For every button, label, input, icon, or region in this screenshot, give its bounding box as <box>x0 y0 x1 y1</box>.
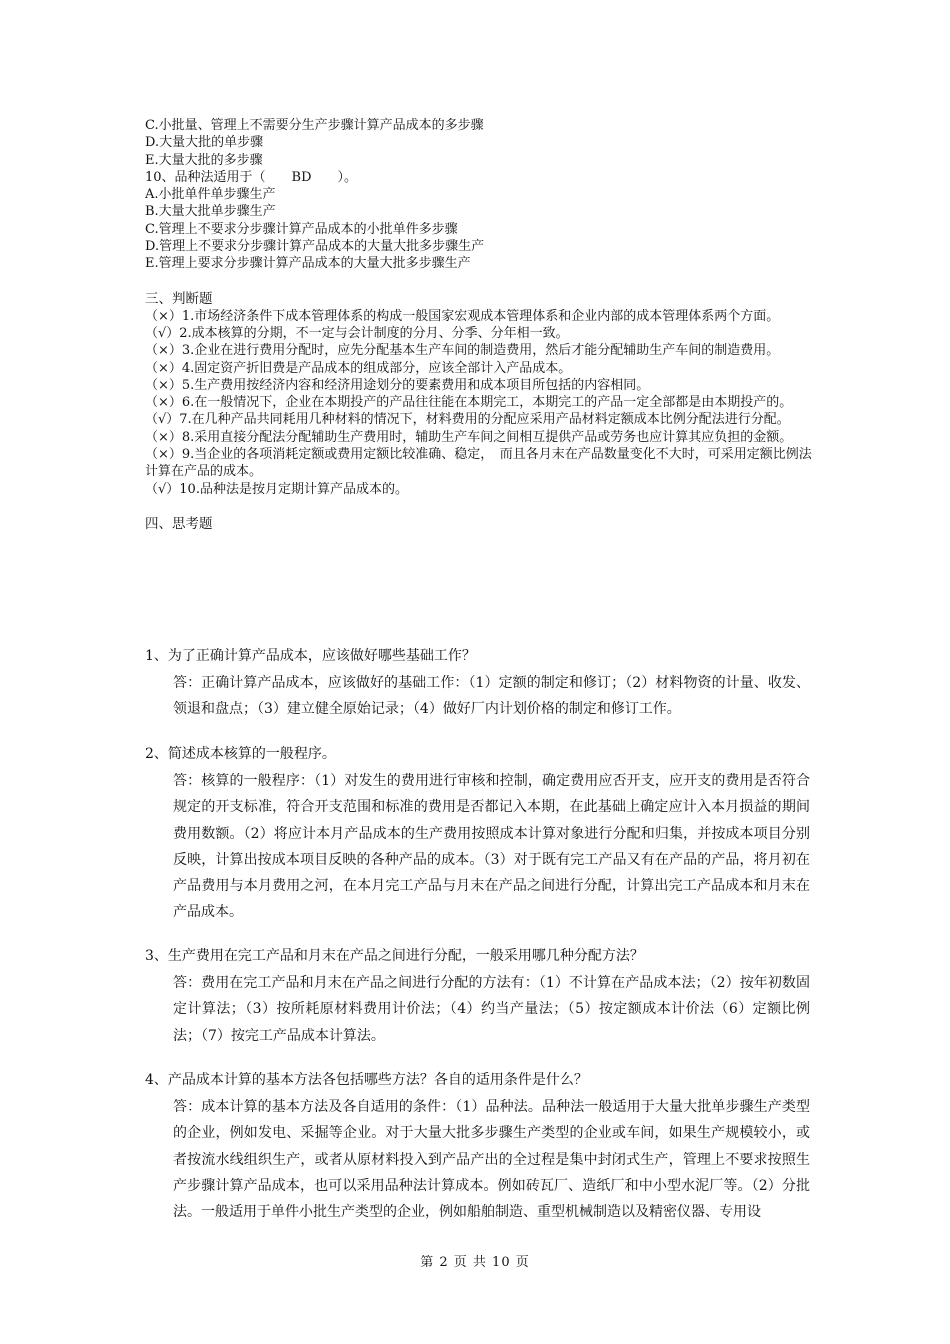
question-2: 2、简述成本核算的一般程序。 <box>145 746 336 762</box>
question-3: 3、生产费用在完工产品和月末在产品之间进行分配，一般采用哪几种分配方法？ <box>145 948 644 964</box>
choice-d: D.大量大批的单步骤 <box>145 135 264 151</box>
judgement-item-9: （×）9.当企业的各项消耗定额或费用定额比较准确、稳定， 而且各月末在产品数量变化不大时，可采用定额比例法计算在产品的成本。 <box>145 447 812 480</box>
question-1: 1、为了正确计算产品成本，应该做好哪些基础工作？ <box>145 648 476 664</box>
judgement-item-3: （×）3.企业在进行费用分配时，应先分配基本生产车间的制造费用，然后才能分配辅助生产车间的制造费用。 <box>145 343 780 359</box>
question-block-3 <box>145 946 810 1049</box>
q10-option-a: A.小批单件单步骤生产 <box>145 187 276 203</box>
section3-title: 三、判断题 <box>145 290 213 307</box>
judgement-item-5: （×）5.生产费用按经济内容和经济用途划分的要素费用和成本项目所包括的内容相同。 <box>145 377 650 393</box>
section4-title: 四、思考题 <box>145 515 213 532</box>
judgement-item-10: （√）10.品种法是按月定期计算产品成本的。 <box>145 481 408 497</box>
question-4: 4、产品成本计算的基本方法各包括哪些方法？各自的适用条件是什么？ <box>145 1072 588 1088</box>
page-footer: 第 2 页 共 10 页 <box>420 1255 530 1270</box>
judgement-item-7: （√）7.在几种产品共同耗用几种材料的情况下，材料费用的分配应采用产品材料定额成本比例分配法进行分配。 <box>145 412 790 428</box>
question-block-2 <box>145 744 810 926</box>
q10-option-b: B.大量大批单步骤生产 <box>145 204 276 220</box>
judgement-item-8: （×）8.采用直接分配法分配辅助生产费用时，辅助生产车间之间相互提供产品或劳务也应计算其应负担的金额。 <box>145 429 793 445</box>
q10-option-d: D.管理上不要求分步骤计算产品成本的大量大批多步骤生产 <box>145 239 485 255</box>
answer-3: 答：费用在完工产品和月末在产品之间进行分配的方法有：（1）不计算在产品成本法；（2）按年初数固定计算法；（3）按所耗原材料费用计价法；（4）约当产量法；（5）按定额成本计价法（6）定额比例法；（7）按完工产品成本计算法。 <box>173 975 810 1044</box>
q10-option-e: E.管理上要求分步骤计算产品成本的大量大批多步骤生产 <box>145 256 471 272</box>
answer-1: 答：正确计算产品成本，应该做好的基础工作：（1）定额的制定和修订；（2）材料物资的计量、收发、领退和盘点；（3）建立健全原始记录；（4）做好厂内计划价格的制定和修订工作。 <box>173 675 810 718</box>
judgement-item-2: （√）2.成本核算的分期，不一定与会计制度的分月、分季、分年相一致。 <box>145 325 569 341</box>
q10-option-c: C.管理上不要求分步骤计算产品成本的小批单件多步骤 <box>145 221 458 237</box>
judgement-item-4: （×）4.固定资产折旧费是产品成本的组成部分，应该全部计入产品成本。 <box>145 360 572 376</box>
judgement-item-1: （×）1.市场经济条件下成本管理体系的构成一般国家宏观成本管理体系和企业内部的成本管理体系两个方面。 <box>145 308 780 324</box>
choice-c: C.小批量、管理上不需要分生产步骤计算产品成本的多步骤 <box>145 118 484 133</box>
text-column <box>145 117 815 533</box>
judgement-item-6: （×）6.在一般情况下，企业在本期投产的产品往往能在本期完工，本期完工的产品一定全部都是由本期投产的。 <box>145 395 793 411</box>
answer-2: 答：核算的一般程序：（1）对发生的费用进行审核和控制，确定费用应否开支，应开支的费用是否符合规定的开支标准，符合开支范围和标准的费用是否都记入本期，在此基础上确定应计入本月损益的期间费用数额。（2）将应计本月产品成本的生产费用按照成本计算对象进行分配和归集，并按成本项目分别反映，计算出按成本项目反映的各种产品的成本。（3）对于既有完工产品又有在产品的产品，将月初在产品费用与本月费用之河，在本月完工产品与月末在产品之间进行分配，计算出完工产品成本和月末在产品成本。 <box>173 773 810 921</box>
question-block-4 <box>145 1070 810 1225</box>
answer-4: 答：成本计算的基本方法及各自适用的条件：（1）品种法。品种法一般适用于大量大批单步骤生产类型的企业，例如发电、采掘等企业。对于大量大批多步骤生产类型的企业或车间，如果生产规模较小，或者按流水线组织生产，或者从原材料投入到产品产出的全过程是集中封闭式生产，管理上不要求按照生产步骤计算产品成本，也可以采用品种法计算成本。例如砖瓦厂、造纸厂和中小型水泥厂等。（2）分批法。一般适用于单件小批生产类型的企业，例如船舶制造、重型机械制造以及精密仪器、专用设 <box>173 1099 810 1221</box>
choice-e: E.大量大批的多步骤 <box>145 152 263 168</box>
q10-stem: 10、品种法适用于（ BD ）。 <box>145 169 358 185</box>
question-block-1 <box>145 646 810 723</box>
